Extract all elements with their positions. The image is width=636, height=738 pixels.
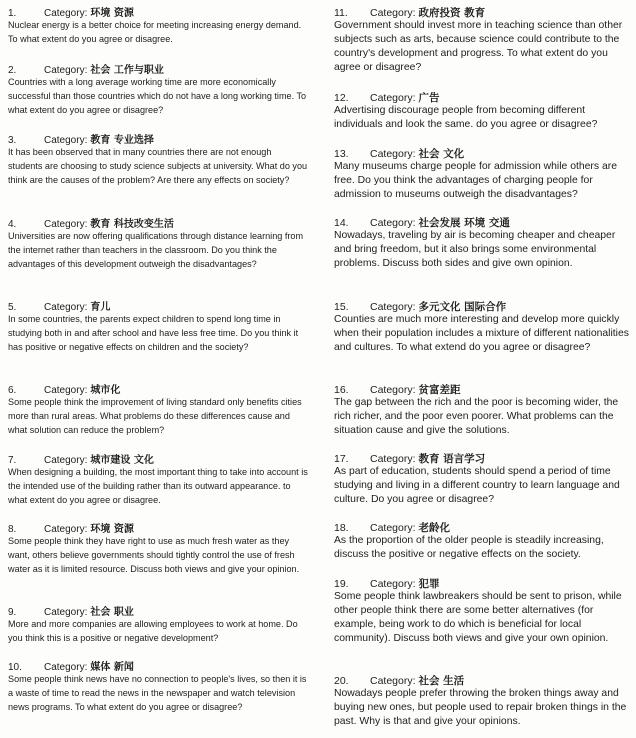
topic-text: Advertising discourage people from becoming different individuals and look the same. do you agree or disagree?: [334, 105, 598, 130]
topic-number: 13.: [334, 148, 349, 160]
category-label: Category:: [44, 524, 88, 535]
topic-header: [8, 451, 308, 466]
topic-header: [334, 381, 632, 396]
category-value: 城市建设 文化: [90, 455, 154, 466]
topic-header: [334, 672, 632, 687]
category-value: 环境 资源: [90, 524, 134, 535]
topic-text: Counties are much more interesting and develop more quickly when their population includes a mixture of different nationalities and cultures. To what extend do you agree or disagree?: [334, 314, 629, 353]
topic-text: Countries with a long average working time are more economically successful than those countries which do not have a long working time. To what extent do you agree or disagree?: [8, 77, 307, 115]
topic-header: [334, 450, 632, 465]
topic-text: Some people think lawbreakers should be sent to prison, while other people think there are some better alternatives (for example, being work to do which is beneficial for local community). Discuss both views and give your own opinion.: [334, 591, 622, 644]
topic-number: 5.: [8, 302, 17, 313]
topic-number: 20.: [334, 675, 349, 687]
category-label: Category:: [44, 8, 88, 19]
topic-header: [8, 603, 308, 618]
topic-header: [334, 89, 632, 104]
category-label: Category:: [370, 7, 416, 19]
topic-text: When designing a building, the most important thing to take into account is the intended use of the building rather than its outward appearance. to what extent do you agree or disagree.: [8, 467, 308, 505]
topic-header: [334, 519, 632, 534]
topic-number: 3.: [8, 135, 17, 146]
category-value: 教育 语言学习: [418, 453, 486, 465]
topic-text: Government should invest more in teaching science than other subjects such as arts, because science could contribute to the country's development and progress. To what extent do you agree or disagree?: [334, 20, 623, 73]
category-label: Category:: [44, 455, 88, 466]
category-value: 城市化: [90, 385, 121, 396]
category-label: Category:: [44, 135, 88, 146]
topic-item-14: [334, 214, 632, 271]
topic-item-10: [8, 658, 308, 715]
category-label: Category:: [44, 607, 88, 618]
category-value: 社会 工作与职业: [90, 65, 164, 76]
topic-number: 12.: [334, 92, 349, 104]
category-value: 犯罪: [418, 578, 440, 590]
category-value: 政府投资 教育: [418, 7, 486, 19]
topic-item-1: [8, 4, 308, 47]
category-label: Category:: [44, 219, 88, 230]
topic-text: Nuclear energy is a better choice for meeting increasing energy demand. To what extent do you agree or disagree.: [8, 20, 302, 44]
topic-text: Many museums charge people for admission while others are free. Do you think the advantages of charging people for admission to museums outweigh the disadvantages?: [334, 161, 617, 200]
category-label: Category:: [370, 675, 416, 687]
topic-item-13: [334, 145, 632, 202]
topic-item-9: [8, 603, 308, 646]
topic-item-7: [8, 451, 308, 508]
category-value: 社会 生活: [418, 675, 465, 687]
topic-header: [334, 298, 632, 313]
topic-header: [8, 61, 308, 76]
topic-number: 1.: [8, 8, 17, 19]
topic-header: [334, 575, 632, 590]
topic-item-17: [334, 450, 632, 507]
category-value: 媒体 新闻: [90, 662, 134, 673]
topic-number: 14.: [334, 217, 349, 229]
topic-number: 4.: [8, 219, 17, 230]
topic-text: Universities are now offering qualifications through distance learning from the internet rather than teachers in the classroom. Do you think the advantages of this development outweigh the disadvantages?: [8, 231, 304, 269]
topic-item-20: [334, 672, 632, 729]
category-label: Category:: [44, 662, 88, 673]
topic-item-6: [8, 381, 308, 438]
topic-number: 11.: [334, 7, 348, 19]
topic-item-3: [8, 131, 308, 188]
topic-header: [8, 4, 308, 19]
category-label: Category:: [370, 522, 416, 534]
topic-number: 10.: [8, 662, 22, 673]
category-value: 环境 资源: [90, 8, 134, 19]
topic-header: [334, 214, 632, 229]
topic-item-12: [334, 89, 632, 132]
topic-text: Some people think the improvement of living standard only benefits cities more than rural areas. What problems do these differences cause and what solution can reduce the problem?: [8, 397, 302, 435]
topic-header: [8, 520, 308, 535]
topic-header: [8, 658, 308, 673]
topic-item-18: [334, 519, 632, 562]
category-value: 教育 专业选择: [90, 135, 154, 146]
category-value: 育儿: [90, 302, 111, 313]
topic-header: [8, 298, 308, 313]
category-value: 多元文化 国际合作: [418, 301, 507, 313]
category-value: 社会发展 环境 交通: [418, 217, 510, 229]
topic-number: 19.: [334, 578, 349, 590]
topic-item-16: [334, 381, 632, 438]
topic-text: Some people think news have no connection to people's lives, so then it is a waste of time to read the news in the newspaper and watch television news programs. To what extent do you agree or disagree?: [8, 674, 307, 712]
topic-number: 15.: [334, 301, 349, 313]
topic-text: Nowadays people prefer throwing the broken things away and buying new ones, but people used to repair broken things in the past. Why is that and give your opinions.: [334, 688, 627, 727]
topic-item-15: [334, 298, 632, 355]
category-label: Category:: [370, 217, 416, 229]
topic-item-8: [8, 520, 308, 577]
category-label: Category:: [44, 302, 88, 313]
topic-header: [334, 145, 632, 160]
topic-header: [8, 131, 308, 146]
topic-item-5: [8, 298, 308, 355]
topic-text: The gap between the rich and the poor is becoming wider, the rich richer, and the poor even poorer. What problems can the situation cause and give the solutions.: [334, 397, 619, 436]
topic-text: Nowadays, traveling by air is becoming cheaper and cheaper and bring freedom, but it also brings some environmental problems. Discuss both sides and give own opinion.: [334, 230, 616, 269]
category-value: 贫富差距: [418, 384, 461, 396]
topic-number: 2.: [8, 65, 17, 76]
category-label: Category:: [370, 578, 416, 590]
topic-text: It has been observed that in many countries there are not enough students are choosing to study science subjects at university. What do you think are the causes of the problem? Are there any effects on society?: [8, 147, 308, 185]
topic-text: As the proportion of the older people is steadily increasing, discuss the positive or negative effects on the society.: [334, 535, 604, 560]
category-label: Category:: [370, 384, 416, 396]
category-value: 社会 职业: [90, 607, 134, 618]
topic-number: 16.: [334, 384, 349, 396]
category-label: Category:: [370, 453, 416, 465]
category-value: 广告: [418, 92, 440, 104]
category-label: Category:: [44, 385, 88, 396]
topic-text: In some countries, the parents expect children to spend long time in studying both in and after school and have less free time. Do you think it has positive or negative effects on children and the society?: [8, 314, 299, 352]
category-label: Category:: [370, 301, 416, 313]
topic-number: 17.: [334, 453, 349, 465]
category-value: 教育 科技改变生活: [90, 219, 174, 230]
category-value: 老龄化: [418, 522, 451, 534]
topic-number: 9.: [8, 607, 17, 618]
topic-number: 7.: [8, 455, 17, 466]
topic-text: Some people think they have right to use as much fresh water as they want, others believe governments should tightly control the use of fresh water as it is limited resource. Discuss both views and give your opinion.: [8, 536, 300, 574]
topic-item-11: [334, 4, 632, 75]
category-label: Category:: [370, 148, 416, 160]
topic-item-4: [8, 215, 308, 272]
category-label: Category:: [370, 92, 416, 104]
topic-number: 18.: [334, 522, 349, 534]
topic-header: [8, 381, 308, 396]
topic-number: 6.: [8, 385, 17, 396]
topic-text: More and more companies are allowing employees to work at home. Do you think this is a positive or negative development?: [8, 619, 298, 643]
topic-text: As part of education, students should spend a period of time studying and living in a different country to learn language and culture. Do you agree or disagree?: [334, 466, 620, 505]
topic-number: 8.: [8, 524, 17, 535]
topic-item-2: [8, 61, 308, 118]
topic-header: [334, 4, 632, 19]
category-label: Category:: [44, 65, 88, 76]
category-value: 社会 文化: [418, 148, 465, 160]
topic-item-19: [334, 575, 632, 646]
topic-header: [8, 215, 308, 230]
